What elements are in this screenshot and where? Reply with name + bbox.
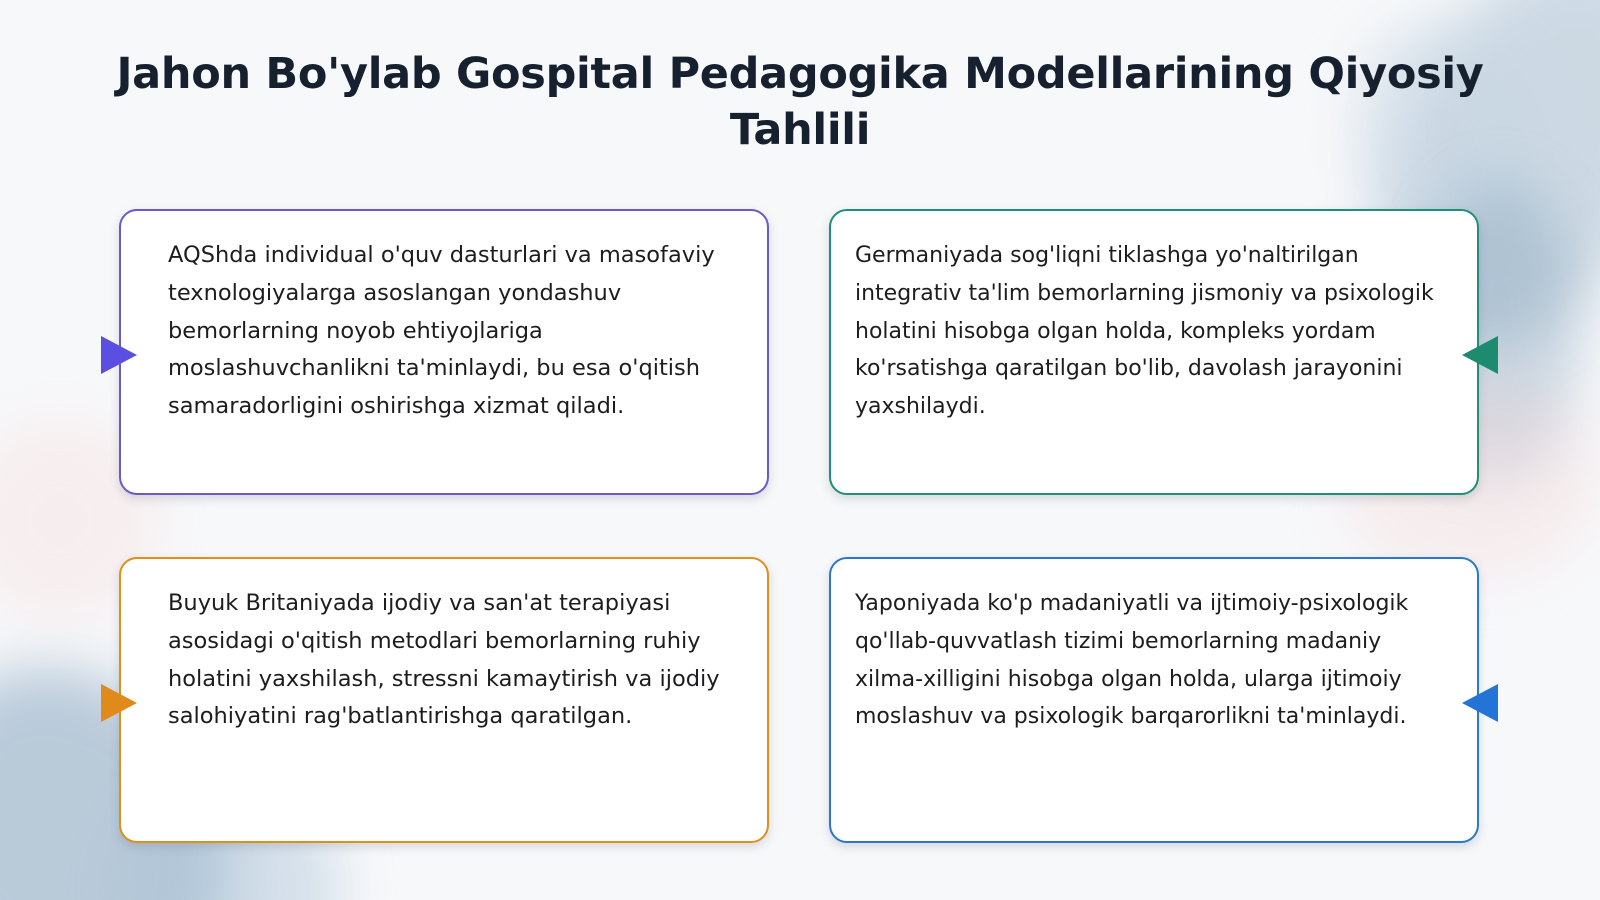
card-text: AQShda individual o'quv dasturlari va masofaviy texnologiyalarga asoslangan yondashuv bemorlarning noyob ehtiyojlariga moslashuvchanlikni ta'minlaydi, bu esa o'qitish samaradorligini oshirishga xizmat qiladi.	[168, 242, 715, 420]
card-japan	[829, 557, 1479, 843]
right-pointing-triangle-icon	[101, 336, 137, 374]
card-germany	[829, 209, 1479, 495]
right-pointing-triangle-icon	[101, 684, 137, 722]
left-pointing-triangle-icon	[1462, 336, 1498, 374]
card-great-britain	[119, 557, 769, 843]
slide-title: Jahon Bo'ylab Gospital Pedagogika Modellarining Qiyosiy Tahlili	[116, 49, 1484, 155]
card-text: Yaponiyada ko'p madaniyatli va ijtimoiy-psixologik qo'llab-quvvatlash tizimi bemorlarning madaniy xilma-xilligini hisobga olgan holda, ularga ijtimoiy moslashuv va psixologik barqarorlikni ta'minlaydi.	[855, 591, 1409, 730]
left-pointing-triangle-icon	[1462, 684, 1498, 722]
card-text: Buyuk Britaniyada ijodiy va san'at terapiyasi asosidagi o'qitish metodlari bemorlarning ruhiy holatini yaxshilash, stressni kamaytirish va ijodiy salohiyatini rag'batlantirishga qaratilgan.	[168, 590, 720, 730]
card-usa	[119, 209, 769, 495]
card-text: Germaniyada sog'liqni tiklashga yo'naltirilgan integrativ ta'lim bemorlarning jismoniy va psixologik holatini hisobga olgan holda, kompleks yordam ko'rsatishga qaratilgan bo'lib, davolash jarayonini yaxshilaydi.	[855, 243, 1434, 420]
